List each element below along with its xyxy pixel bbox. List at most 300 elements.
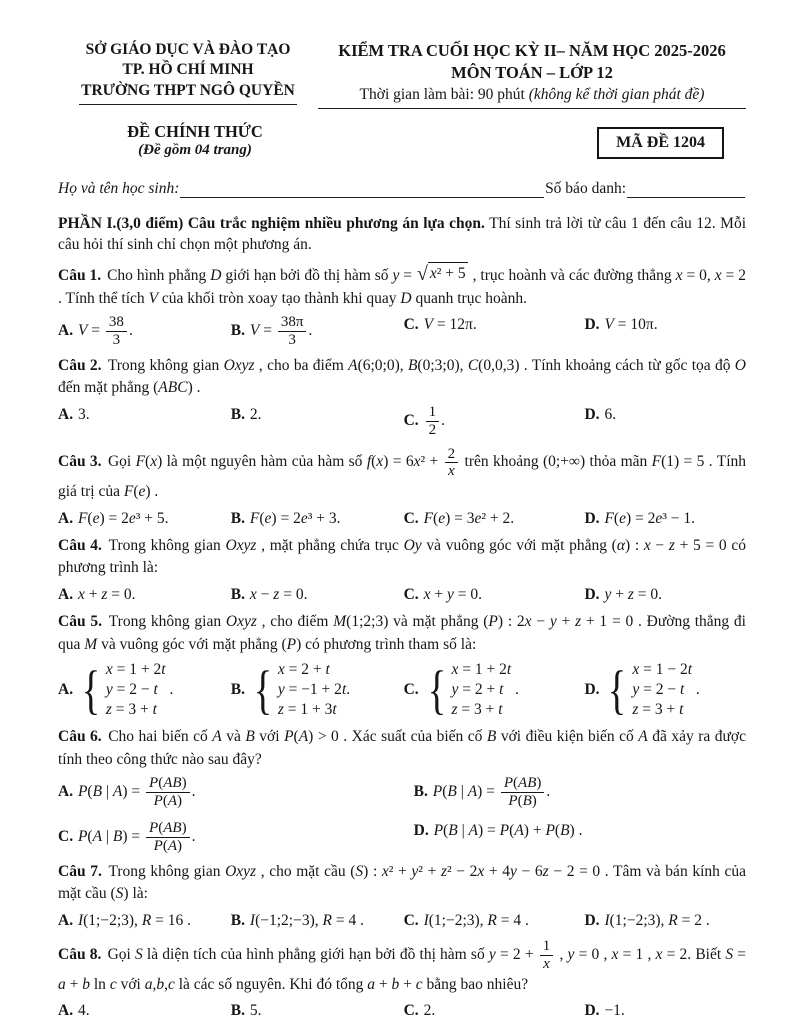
question-number: Câu 3.	[58, 453, 106, 471]
option-label: A.	[58, 322, 77, 340]
math-var: t	[332, 701, 337, 719]
question-text: Trong không gian Oxyz , cho điểm M(1;2;3) và mặt phẳng (P) : 2x − y + z + 1 = 0 . Đường thẳng đi qua M và vuông góc với mặt phẳng (P) có phương trình tham số là:	[58, 613, 746, 653]
option-content: F(e) = 2e³ − 1.	[604, 509, 696, 527]
math-var: P	[499, 822, 510, 840]
math-var: z	[632, 701, 639, 719]
option-content: x + z = 0.	[77, 585, 136, 603]
math-var: P	[432, 783, 443, 801]
fraction	[426, 404, 440, 439]
math-var: Oxyz	[223, 356, 255, 374]
header-right	[318, 40, 746, 109]
math-var: y	[411, 862, 419, 880]
options-row	[58, 659, 746, 721]
question-number: Câu 8.	[58, 945, 106, 963]
math-var: F	[604, 509, 614, 527]
math-var: P	[545, 822, 555, 840]
option-content: P(A | B) = $\frac{P(AB)}{P(A)}$ .	[77, 820, 196, 854]
math-var: z	[105, 701, 112, 719]
fraction-numerator: P(AB)	[146, 775, 190, 793]
math-var: x	[451, 661, 459, 679]
math-var: x	[524, 613, 532, 631]
system-lines	[278, 660, 346, 720]
duration-note: (không kể thời gian phát đề)	[528, 85, 705, 103]
option-label: B.	[230, 509, 249, 527]
math-var: P	[508, 793, 518, 810]
math-var: c	[415, 975, 423, 993]
math-var: x	[423, 585, 431, 603]
option-content: x + y = 0.	[423, 585, 482, 603]
question-number: Câu 5.	[58, 613, 107, 631]
option-label: B.	[230, 405, 249, 423]
math-var: V	[604, 316, 614, 334]
option-content: P(B | A) = $\frac{P(AB)}{P(B)}$ .	[432, 775, 551, 810]
official-exam-block	[58, 122, 332, 159]
math-var: P	[284, 728, 294, 746]
option-a	[58, 313, 231, 350]
math-var: P	[503, 775, 513, 792]
duration-text: Thời gian làm bài: 90 phút	[359, 85, 529, 103]
fraction-denominator: P(A)	[153, 793, 183, 810]
fraction-denominator: 3	[112, 332, 121, 349]
question-text: Cho hai biến cố A và B với P(A) > 0 . Xác suất của biến cố B với điều kiện biến cố A đã xảy ra được tính theo công thức nào sau đây?	[58, 728, 746, 768]
options-row	[58, 583, 746, 606]
math-var: b	[156, 975, 165, 993]
math-var: t	[325, 661, 330, 679]
math-var: t	[153, 681, 158, 699]
option-c	[404, 403, 585, 440]
math-var: B	[92, 783, 103, 801]
math-var: M	[333, 613, 347, 631]
option-label: A.	[58, 911, 77, 929]
option-content: I(1;−2;3), R = 2 .	[604, 911, 710, 929]
math-var: e	[438, 509, 446, 527]
system-line: y = 2 − t	[632, 681, 685, 699]
math-var: A	[92, 827, 103, 845]
math-var: A	[348, 356, 358, 374]
math-var: t	[687, 661, 693, 679]
option-a	[58, 507, 231, 530]
option-d	[584, 999, 746, 1022]
question-5	[58, 611, 746, 721]
question-7	[58, 861, 746, 932]
math-var: e	[655, 509, 663, 527]
option-label: D.	[584, 1002, 604, 1020]
question-1	[58, 262, 746, 350]
student-info-row	[58, 180, 746, 198]
option-content: 5.	[249, 1002, 262, 1020]
option-content: F(e) = 2e³ + 5.	[77, 509, 169, 527]
math-var: a	[58, 975, 66, 993]
option-label: C.	[403, 411, 423, 429]
math-var: Oy	[403, 536, 422, 554]
math-var: t	[679, 701, 684, 719]
option-content: 4.	[77, 1002, 90, 1020]
option-content: 3.	[77, 405, 90, 423]
option-d	[584, 403, 746, 440]
part1-heading: PHẦN I.(3,0 điểm) Câu trắc nghiệm nhiều phương án lựa chọn.	[58, 214, 485, 232]
math-var: e	[264, 509, 272, 527]
question-text: Cho hình phẳng D giới hạn bởi đồ thị hàm số y = √ x² + 5 , trục hoành và các đường thẳng x = 0, x = 2 . Tính thể tích V của khối tròn xoay tạo thành khi quay D quanh trục hoành.	[58, 263, 746, 307]
option-content: 2.	[249, 405, 262, 423]
option-b	[231, 403, 404, 440]
official-exam-label: ĐỀ CHÍNH THỨC	[127, 121, 263, 141]
underline-rule	[318, 108, 746, 109]
math-var: f	[366, 453, 372, 471]
math-var: D	[400, 289, 412, 307]
option-content: { x = 1 − 2t y = 2 − t z = 3 + t .	[604, 681, 699, 698]
math-var: B	[447, 783, 457, 801]
math-var: y	[488, 945, 496, 963]
math-var: y	[604, 585, 612, 603]
system-brace: {	[253, 660, 273, 721]
option-label: C.	[403, 585, 423, 603]
part1-instructions: Thí sinh trả lời từ câu 1 đến câu 12. Mỗi câu hỏi thí sinh chỉ chọn một phương án.	[58, 214, 747, 254]
fraction-denominator	[540, 956, 553, 973]
option-label: B.	[230, 322, 249, 340]
option-b	[231, 313, 404, 350]
question-text: Trong không gian Oxyz , mặt phẳng chứa trục Oy và vuông góc với mặt phẳng (α) : x − z + 5 = 0 có phương trình là:	[58, 536, 746, 577]
math-var: A	[212, 728, 222, 746]
system-lines	[106, 660, 166, 720]
math-var: c	[109, 975, 117, 993]
math-var: F	[651, 453, 662, 471]
city-name: TP. HỒ CHÍ MINH	[122, 61, 254, 79]
equation-system	[250, 660, 346, 720]
math-var: z	[627, 585, 634, 603]
math-var: B	[560, 822, 570, 840]
student-name-label: Họ và tên học sinh:	[58, 179, 180, 197]
question-number: Câu 6.	[58, 728, 107, 746]
math-var: x	[714, 267, 722, 285]
math-var: e	[300, 509, 308, 527]
math-var: A	[467, 783, 478, 801]
question-6	[58, 726, 746, 855]
fraction	[540, 938, 554, 973]
fraction-denominator	[445, 463, 458, 480]
math-var: P	[153, 793, 163, 810]
math-var: x	[105, 661, 113, 679]
math-var: t	[341, 681, 347, 699]
fraction-numerator: 38π	[278, 314, 307, 332]
option-b	[231, 659, 404, 721]
math-var: B	[486, 728, 497, 746]
math-var: AB	[163, 775, 182, 792]
math-var: x	[675, 267, 683, 285]
option-label: D.	[584, 405, 604, 423]
option-d	[584, 659, 746, 721]
equation-system	[604, 660, 692, 720]
exam-code-box: MÃ ĐỀ 1204	[597, 127, 724, 159]
math-var: A	[298, 728, 309, 746]
math-var: S	[355, 862, 364, 880]
math-var: z	[668, 536, 675, 554]
math-var: B	[448, 822, 458, 840]
option-content: 2.	[423, 1002, 436, 1020]
math-var: P	[77, 827, 88, 845]
math-var: x	[249, 585, 257, 603]
options-row	[58, 313, 746, 350]
math-var: x	[643, 536, 651, 554]
option-c	[404, 909, 585, 932]
options-row	[58, 909, 746, 932]
option-content: V = $\frac{38}{3}$ .	[77, 314, 133, 349]
question-stem	[58, 726, 746, 771]
duration-line	[318, 85, 746, 105]
math-var: R	[141, 911, 152, 929]
math-var: y	[510, 862, 517, 880]
option-label: B.	[230, 680, 249, 698]
math-var: x	[277, 661, 285, 679]
math-var: e	[619, 509, 626, 527]
math-var: R	[487, 911, 497, 929]
system-line: y = −1 + 2t	[277, 681, 347, 699]
system-line: x = 1 + 2t	[105, 661, 166, 679]
option-b	[231, 909, 404, 932]
math-var: P	[286, 635, 297, 653]
math-var: A	[638, 728, 648, 746]
option-label: C.	[403, 680, 423, 698]
question-number: Câu 4.	[58, 536, 107, 554]
option-content: 6.	[604, 405, 617, 423]
question-text: Gọi S là diện tích của hình phẳng giới hạn bởi đồ thị hàm số y = 2 + $\frac{1}{x}$ , y = 0 , x = 1 , x = 2. Biết S = a + b ln c với a,b,c là các số nguyên. Khi đó tổng a + b + c bằng bao nhiêu?	[58, 937, 747, 993]
math-var: x	[655, 945, 663, 963]
subheader	[58, 122, 746, 159]
fraction	[106, 314, 127, 349]
option-content: x − z = 0.	[249, 585, 308, 603]
math-var: C	[467, 356, 479, 374]
part1-intro	[58, 213, 746, 256]
system-line: y = 2 + t	[451, 681, 504, 699]
math-var: t	[679, 681, 685, 699]
fraction-numerator: 2	[445, 446, 459, 464]
sqrt	[417, 262, 468, 285]
option-label: A.	[58, 680, 77, 698]
fraction	[501, 775, 545, 810]
option-d	[414, 819, 746, 856]
math-var: S	[135, 945, 143, 963]
math-var: P	[433, 822, 444, 840]
math-var: R	[668, 911, 678, 929]
math-var: B	[112, 827, 123, 845]
question-stem	[58, 611, 746, 656]
math-var: b	[391, 975, 400, 993]
option-content: $\frac{1}{2}$ .	[424, 412, 445, 429]
option-label: A.	[58, 405, 77, 423]
math-var: B	[522, 793, 532, 810]
question-stem	[58, 937, 746, 996]
option-label: C.	[58, 827, 77, 845]
math-var: e	[138, 483, 146, 501]
option-c	[404, 583, 585, 606]
math-var: S	[115, 885, 124, 903]
system-line: y = 2 − t	[105, 681, 158, 699]
fraction	[278, 314, 307, 349]
math-var: y	[392, 267, 400, 285]
system-line: z = 3 + t	[105, 701, 157, 719]
option-content: −1.	[604, 1002, 625, 1020]
math-var: P	[488, 613, 498, 631]
fraction-denominator: 3	[288, 332, 296, 349]
option-label: A.	[58, 585, 77, 603]
option-d	[584, 313, 746, 350]
math-var: A	[514, 822, 524, 840]
option-content: { x = 1 + 2t y = 2 + t z = 3 + t .	[424, 681, 519, 698]
option-label: B.	[230, 911, 249, 929]
question-stem	[58, 355, 746, 400]
question-4	[58, 535, 746, 606]
options-row	[58, 774, 746, 855]
department-name: SỞ GIÁO DỤC VÀ ĐÀO TẠO	[85, 41, 291, 58]
question-number: Câu 7.	[58, 862, 107, 880]
option-content: P(B | A) = P(A) + P(B) .	[433, 822, 583, 840]
option-a	[58, 774, 414, 811]
option-content: I(−1;2;−3), R = 4 .	[249, 911, 364, 929]
options-row	[58, 403, 746, 440]
option-content: { x = 2 + t y = −1 + 2t z = 1 + 3t .	[250, 681, 350, 698]
math-var: z	[451, 701, 458, 719]
option-content: y + z = 0.	[604, 585, 662, 603]
math-var: z	[277, 701, 284, 719]
math-var: A	[112, 783, 123, 801]
math-var: b	[82, 975, 90, 993]
system-brace: {	[81, 660, 101, 721]
question-3	[58, 445, 746, 530]
questions-list	[58, 262, 746, 1023]
option-label: B.	[413, 783, 432, 801]
fraction	[146, 775, 190, 810]
math-var: y	[105, 681, 113, 699]
option-c	[404, 659, 585, 721]
radical-icon: √	[417, 263, 428, 286]
question-number: Câu 2.	[58, 356, 106, 374]
system-line: x = 1 + 2t	[451, 661, 512, 679]
math-var: y	[567, 945, 575, 963]
fraction-numerator: 1	[540, 938, 554, 956]
option-b	[231, 583, 404, 606]
option-label: B.	[230, 1002, 249, 1020]
math-var: P	[149, 820, 159, 837]
math-var: α	[616, 536, 625, 554]
math-var: F	[249, 509, 260, 527]
math-var: Oxyz	[225, 536, 257, 554]
math-var: x	[381, 862, 389, 880]
math-var: z	[542, 862, 549, 880]
math-var: e	[92, 509, 100, 527]
student-name-fill-line	[180, 182, 544, 198]
option-a	[58, 999, 231, 1022]
math-var: F	[423, 509, 434, 527]
option-c	[404, 507, 585, 530]
fraction	[445, 446, 459, 481]
math-var: x	[448, 463, 455, 480]
underline-rule	[79, 104, 297, 105]
system-line: x = 2 + t	[277, 661, 330, 679]
math-var: O	[734, 356, 746, 374]
math-var: y	[446, 585, 454, 603]
question-text: Trong không gian Oxyz , cho mặt cầu (S) : x² + y² + z² − 2x + 4y − 6z − 2 = 0 . Tâm và bán kính của mặt cầu (S) là:	[58, 862, 747, 903]
page-count-note: (Đề gồm 04 trang)	[138, 141, 252, 158]
question-stem	[58, 262, 746, 311]
math-var: V	[77, 322, 88, 340]
fraction-numerator: 1	[426, 404, 440, 422]
system-lines	[451, 660, 511, 720]
math-var: x	[429, 264, 437, 282]
math-var: x	[376, 453, 384, 471]
math-var: y	[451, 681, 459, 699]
option-d	[584, 909, 746, 932]
option-content: I(1;−2;3), R = 4 .	[423, 911, 529, 929]
candidate-id-fill-line	[627, 182, 745, 198]
option-content: F(e) = 2e³ + 3.	[249, 509, 341, 527]
math-var: a	[144, 975, 153, 993]
header-left	[58, 40, 318, 109]
equation-system	[424, 660, 512, 720]
math-var: x	[632, 661, 640, 679]
radicand: x² + 5	[428, 262, 468, 285]
math-var: e	[128, 509, 136, 527]
math-var: P	[77, 783, 88, 801]
math-var: P	[149, 775, 159, 792]
option-d	[584, 507, 746, 530]
system-brace: {	[427, 660, 446, 721]
option-b	[231, 999, 404, 1022]
option-label: A.	[58, 509, 77, 527]
exam-title: KIỂM TRA CUỐI HỌC KỲ II– NĂM HỌC 2025-2026	[338, 41, 726, 60]
option-c	[404, 313, 585, 350]
math-var: D	[210, 267, 222, 285]
question-stem	[58, 535, 746, 580]
fraction	[146, 820, 190, 855]
question-2	[58, 355, 746, 440]
math-var: R	[322, 911, 332, 929]
option-label: A.	[58, 783, 77, 801]
option-label: D.	[584, 911, 604, 929]
math-var: I	[423, 911, 429, 929]
math-var: V	[148, 289, 159, 307]
math-var: V	[423, 316, 434, 334]
equation-system	[78, 660, 166, 720]
option-content: { x = 1 + 2t y = 2 − t z = 3 + t .	[78, 681, 173, 698]
option-content: I(1;−2;3), R = 16 .	[77, 911, 192, 929]
math-var: AB	[518, 775, 537, 792]
option-label: C.	[403, 509, 423, 527]
candidate-id-label: Số báo danh:	[545, 179, 626, 197]
option-d	[584, 583, 746, 606]
option-label: D.	[584, 316, 604, 334]
math-var: x	[477, 862, 485, 880]
math-var: I	[249, 911, 256, 929]
question-stem	[58, 861, 746, 906]
math-var: z	[101, 585, 108, 603]
option-b	[231, 507, 404, 530]
math-var: y	[277, 681, 285, 699]
fraction-numerator: 38	[106, 314, 127, 332]
option-label: C.	[403, 911, 423, 929]
system-line: z = 3 + t	[451, 701, 503, 719]
math-var: ABC	[158, 379, 188, 397]
math-var: x	[611, 945, 619, 963]
math-var: x	[543, 955, 550, 972]
fraction-denominator: P(A)	[153, 837, 183, 854]
option-a	[58, 403, 231, 440]
math-var: A	[167, 793, 178, 810]
question-8	[58, 937, 746, 1022]
math-var: e	[474, 509, 482, 527]
math-var: a	[367, 975, 376, 993]
math-var: I	[604, 911, 610, 929]
option-a	[58, 583, 231, 606]
option-a	[58, 659, 231, 721]
